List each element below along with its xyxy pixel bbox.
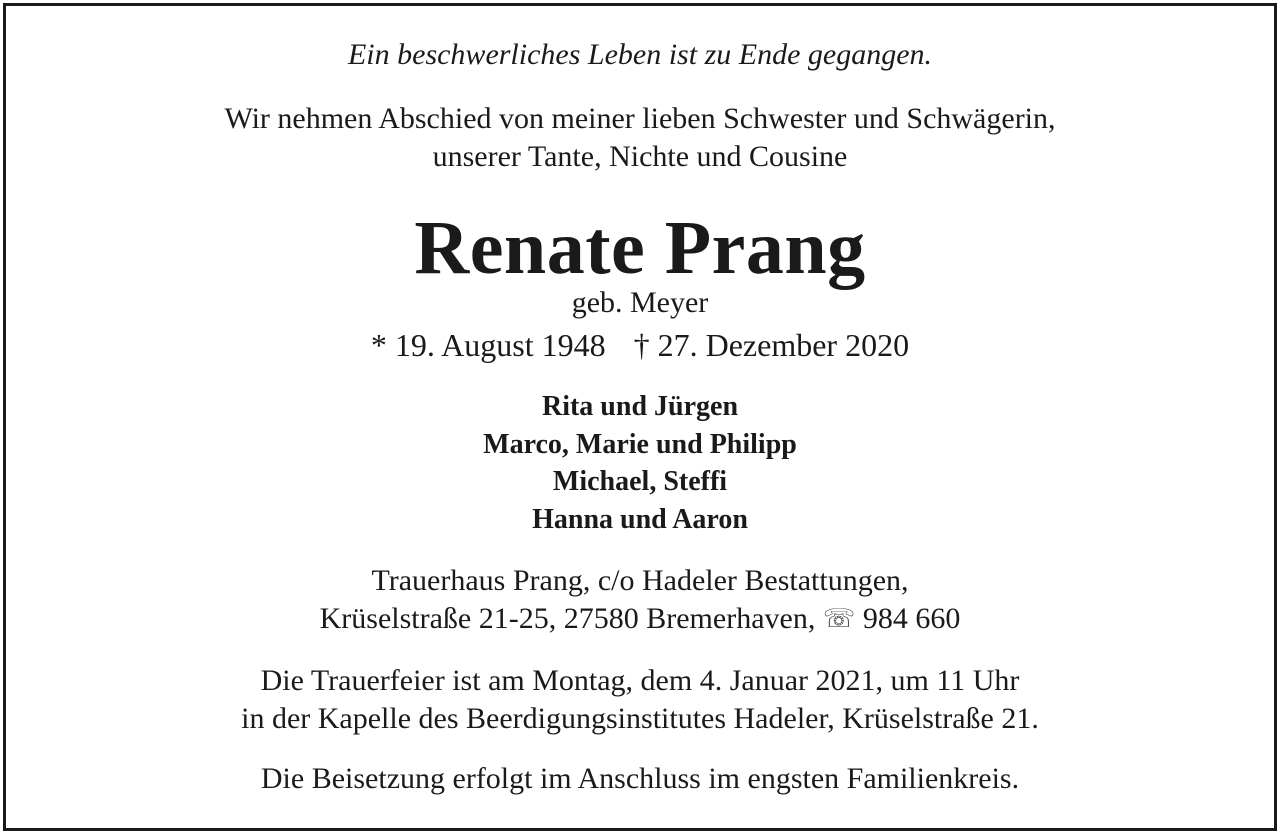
funeral-line-2: in der Kapelle des Beerdigungsinstitutes Hadeler, Krüselstraße 21. <box>241 702 1039 735</box>
telephone-icon: ☏ <box>822 604 856 634</box>
death-date: † 27. Dezember 2020 <box>633 327 910 363</box>
mourner-line: Michael, Steffi <box>552 466 728 497</box>
maiden-name: geb. Meyer <box>571 286 709 319</box>
birth-date: * 19. August 1948 <box>370 327 606 363</box>
address-street: Krüselstraße 21-25, 27580 Bremerhaven, <box>319 602 816 635</box>
mourner-line: Rita und Jürgen <box>541 391 739 422</box>
deceased-name: Renate Prang <box>414 206 866 290</box>
mourner-line: Marco, Marie und Philipp <box>483 429 797 460</box>
mourner-line: Hanna und Aaron <box>532 504 748 535</box>
address-line-1: Trauerhaus Prang, c/o Hadeler Bestattungen, <box>371 564 909 597</box>
motto: Ein beschwerliches Leben ist zu Ende gegangen. <box>347 38 933 71</box>
intro-line-2: unserer Tante, Nichte und Cousine <box>432 140 848 173</box>
life-dates <box>0 329 1280 361</box>
intro-line-1: Wir nehmen Abschied von meiner lieben Schwester und Schwägerin, <box>224 102 1056 135</box>
address-line-2 <box>0 604 1280 634</box>
funeral-line-1: Die Trauerfeier ist am Montag, dem 4. Januar 2021, um 11 Uhr <box>260 664 1020 697</box>
burial-note: Die Beisetzung erfolgt im Anschluss im engsten Familienkreis. <box>260 762 1020 795</box>
phone-number: 984 660 <box>862 602 961 635</box>
